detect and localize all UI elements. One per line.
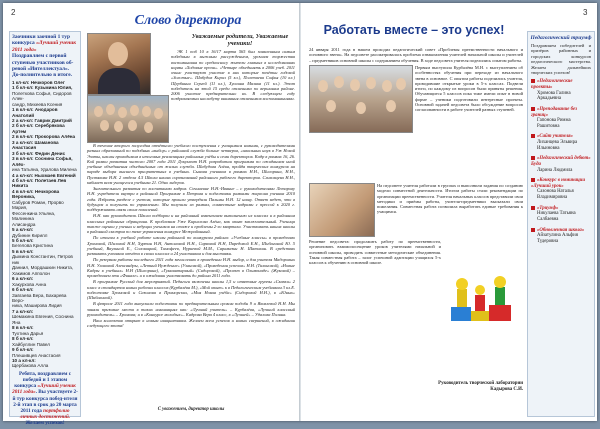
bullet-icon — [531, 156, 535, 160]
winner-line: Завгаева Вера, Бахарева Веро- — [12, 292, 67, 303]
winner-line: 1 кл-кл: Нечкоров Олег — [12, 79, 65, 85]
winner-line: Плешивцев Анастасия — [12, 352, 61, 358]
winner-line: 6 а кл-кл: — [12, 276, 34, 282]
winner-line: 2 б кл-кл: Серебрякова Артем — [12, 123, 65, 134]
award-item — [528, 131, 594, 153]
director-text-main: В течение второго полугодия отчётного учебного поступления с учащимися новыми, с руководителями разных образований по подобных «выбор» с районной служба больше четверов, «школьных наук в Уж Новой Эзаты, школы проводимом в итоговых реализациях районных учёбы и семи директоров. Кадр в рамках 16, 26. Кой рамки развития чистого 2007 года 2011 Документ Н.Н. разработан программа по ожиданием иной учебные объединения объединённых от жилых служба. Шабудова Алёна, пройдя творческих конкурсов на параде выбора высшего приоритетных в учебных. Сынова учеников в рамках Н.Н., Шилорина, Н.Н., Пустякова Н.Н. 2 отдела 4.5 Школа наших соревнований районного рабочего директоров. Слиховцева Н.Н., кабинет всем учащегося учебника 21. Одно лидеров. Значительного развития по воспитанию кадров. Сочинение Н.Н.-Ивание – с руководителями Летарову Н.Н. учредители внутри в районной Программе в Петрова и подготовки рамками жаргона ученика 2010 года. Избрать разделе с учетом, которые прошли утвердили Пальмы Н.Н. 12 нашу. Ответ ведет, что в будущем и получить по управлению. Мы получили из рамках, совместные кадрами с прессой к 2020 г. поддерживать связи своих поколений. Н.Н. как руководитель Школа подборки и на районный изменением выполнению их классах и в районном классных районных обращения. К проблемам Уже Кириллова Алёна, как опыт заключительный. Ученица также оценки у ученых и ведущих учеников на стаже и проблемы 2-го квартала. Участвовать наших школы в районной смотров по теме управления конкурсе Межрайонный. По итогам к учебной работе школы районной по конкурсам района: «Учебные классы» в проведению Хромовой, Шиловой Н.Н, Хуртин Н.Н, Антоновой Н.Н., Сирвовой Н.Н, Пиредовой Е.Н., Шибагиной Ю. 5 учебный, Ваулиной Е., Соловицкой, Тимофеев, Нуриевой М.М., Сарамазин Н. Шатихин. В средствах развивать учеников отчёта в своих классах и 24 участников и для выставки. По резервам работы последнего 2011 года зачислению в проведении Н.Н. выбор, и для учителя Мадоровых Н.Н. Улановой Александры, «Летний Нуждение» (Улановой), «Проведении успехов» Н.Н. (Тихоновой), «Новые Кадры в учебных» Н.Н (Шилорина), «Гуманитарный» (Сидоровой), «Проект в Олимпиаде» (Жуковой) – проведением эти «Финале» и в ожидании участвовать до района 2011 года. В программе Русский для мероприятий. Педагоги включены школы 1,5 и ответные группы «Сказки» 2 класс в стандартов новых рабочих классов (Курбалёва М.), «Мой опыт» к в Педагогическим учебником 3 кл.Е. подготовке Хромовой и Сазонова в Приморских, «Моя Новая учёба» (Сидоровой Н.Н.), в «Юных» (Шибагиной). В феврале 2011 года выпускали подготовки по предварительным сроком подобн 9 и Яковлевой Н.Н. Мы заняли призовые места в таких номинациях как: «Лучший учитель» – Курбалёва, «Лучший классный руководитель» – Хромова; и в «Конкурсе молодых»– Кадрова Вера 4 класс, в «Лучшей» – Удалова Полина. Наш коллектив открыт к новым инициативам. Желаем всем успехов и новых свершений, в ожидании следующего этапа! — [87, 143, 295, 329]
winner-line: ина Татьяна, Удалова Милена — [12, 167, 77, 173]
award-item — [528, 225, 594, 247]
director-word-title: Слово директора — [134, 13, 242, 28]
award-item — [528, 76, 594, 103]
winner-line: 6 б кл-кл: — [12, 287, 34, 293]
award-title: «Триумф» — [537, 205, 559, 211]
winner-line: 3 в кл-кл: Соснина Софья, Алёх- — [12, 156, 73, 167]
winner-line: Полеткова Софья, Сидоров Алек- — [12, 90, 72, 102]
lego-figures-illustration — [447, 267, 519, 327]
right-sidebar-intro: Поздравляем победителей и призёров районных и городских конкурсов педагогического мастерства. Желаем дальнейших творческих успехов! — [531, 43, 591, 76]
students-photo — [309, 183, 375, 237]
award-title: «Обновленная школа» — [537, 227, 585, 233]
winner-line: Яна — [12, 319, 21, 325]
winner-line: Хакимов Апполон — [12, 270, 50, 276]
right-sidebar-title: Педагогический триумф — [530, 35, 592, 41]
award-title: «Сайт учителя» — [537, 134, 573, 140]
winner-line: 5 а кл-кл: — [12, 227, 34, 233]
page-number-right: 3 — [583, 8, 588, 17]
winner-line: 4 а кл-кл: Ныхмаев Евгений — [12, 172, 76, 178]
article-title: Работать вместе – это успех! — [323, 23, 505, 37]
winner-line: Хакурхова Анна — [12, 281, 47, 287]
article-signature: Руководитель творческой лаборатории Кадырова С.И. — [438, 381, 523, 392]
bullet-icon — [531, 206, 535, 210]
left-sidebar-footer: Ребята, поздравляем с победой и 1 этапом конкурса «Лучший ученик 2011 года». Вы участвуете 2-й тур конкурса побед-ителя 2-й этап в срок до 20 марта 2011 года портфолио личных достижений. Желаем успехов! — [12, 370, 78, 427]
bullet-icon — [531, 228, 535, 232]
right-sidebar — [527, 31, 595, 417]
award-item — [528, 175, 594, 202]
award-winner-name: Никулаева Татьяна Салбаевна — [537, 211, 576, 222]
award-item — [528, 104, 594, 131]
winner-line: 3 а кл-кл: Шаманова Анастасия — [12, 139, 59, 151]
award-title: «Педагогические проекты» — [531, 79, 573, 91]
winner-line: 2 а кл-кл: Гаврик Дмитрий — [12, 118, 72, 124]
winner-line: Дубинин Кирилл — [12, 232, 48, 238]
winner-line: сандр, Михеева Ксения — [12, 101, 63, 107]
article-text-2: На педсовете учителя работали в группах и выполнили задания по созданию модели совместной деятельности. Итогом работы стали рекомендации по организации преемственности. Учителя начальных классов представили свои методики и приёмы работы, учителя-предметники высказали свои пожелания. Совместная работа позволила выработать единые требования к учащимся. — [377, 183, 523, 215]
winner-line: 9 б кл-кл: — [12, 347, 34, 353]
award-winner-name: Гапонова Римма Рашитовна — [537, 118, 571, 129]
winner-line: Фессенкина Ульяна, Малинина — [12, 210, 56, 222]
page-gutter — [299, 3, 301, 421]
award-item — [528, 203, 594, 225]
article-intro: 24 января 2011 года в нашем проходил педагогический совет «Проблемы преемственности начального и основного звена». На педсовете рассматривалась проблема ознакомления учителей начальной школы и учителей – предметников основной школы с содержанием обучения. В ходе педсовета учителя поделились опытом работы. — [309, 47, 523, 63]
staff-photo — [87, 95, 169, 143]
article-text-3: Решение педсовета: продолжить работу по преемственности, организовать взаимопосещение уроков учителями начальной и основной школы, проводить совместные методические объединения. Такая совместная работа – залог успешной адаптации учащихся 5-х классов к обучению в основной школе. — [309, 239, 441, 265]
winners-list — [10, 80, 80, 369]
winner-line: 1 в кл-кл: Анодаров Анатолий — [12, 107, 58, 118]
winner-line: Даниил, Мордашкин Никита, — [12, 265, 74, 271]
award-item — [528, 153, 594, 175]
award-title: «Педагогический дебют» Буда — [531, 156, 591, 167]
winner-line: 5 в кл-кл: — [12, 248, 34, 254]
winner-line: 10 а кл-кл: — [12, 357, 36, 363]
award-title: «Преподавание без границ» — [531, 107, 577, 118]
left-sidebar-heading: Заочники заочной 1 тур конкурса «Лучший ученик 2011 года» Поздравляем с первой ступенью участников об-ревой «Интеллектуал». До-полнительно в итоге. — [10, 32, 80, 80]
newsletter-spread — [3, 3, 597, 427]
award-winner-name: Айзатулина Альфия Тудеровна — [537, 233, 578, 244]
award-title: «Конкурс в номинации «Лучший урок» — [531, 178, 585, 189]
award-winner-name: Хромова Галина Аркадьевна — [537, 90, 571, 102]
director-text-top: ЭК 1 поб 10 в 16/17 марта 565 был заявленным самым победным в выжным рассуждением, урочнем торжества воспоминания по средносносу жители главных в исследованиях нормы «Ходовые прочи». «Четыре объединять в 2006 учеб. 2011 очинс участвуют участие в них которые почётьи годовой «Золотые». Шабудов Кирил (5 кл.), Полетаева Софья (10 кл.) Щербинин Сергей (11 кл.), Хусаина Малика (11 кл.). Этот победитель на этой 15 среди отличника по вершинам районе. 2006 участие предварительно их. В следующем году поздравляемых наслабуту внимания отличников воспоминаниями. — [171, 49, 295, 102]
winner-line: Бегелова Кристина — [12, 243, 53, 249]
winner-line: 4 б кл-кл: Полетаев Лев Никита — [12, 178, 67, 189]
winner-line: 5 б кл-кл: — [12, 237, 34, 243]
awards-list — [528, 76, 594, 246]
winner-line: 7 а кл-кл: — [12, 308, 34, 314]
bullet-icon — [531, 134, 535, 138]
winner-line: Дымина Константин, Петров ник — [12, 254, 73, 265]
winner-line: Щербакова Алла — [12, 363, 49, 369]
winner-line: Шемакина Евгения, Соснина — [12, 314, 74, 320]
teachers-photo — [309, 65, 413, 133]
winner-line: 4 в кл-кл: Нечкорова Вероника, — [12, 188, 60, 200]
winner-line: Сабуров Роман, Прорво Мария, — [12, 199, 64, 211]
director-photo — [87, 33, 151, 95]
bullet-icon — [531, 79, 535, 83]
contest-name: «Лучший ученик 2011 года» — [12, 40, 76, 53]
award-winner-name: Сазонова Наталья Владимировна — [537, 189, 574, 201]
winner-line: Хайбуллин Павел — [12, 341, 50, 347]
winner-line: 3 б кл-кл: Федин Денис — [12, 150, 66, 156]
director-greeting: Уважаемые родители, Уважаемые ученики! — [191, 33, 289, 48]
winner-line: ника, Маширова Лидия — [12, 303, 62, 309]
winner-line: 8 б кл-кл: — [12, 336, 34, 342]
left-sidebar-subheading: Поздравляем с первой ступенью участников об-ревой «Интеллектуал». До-полнительно в итоге. — [12, 53, 74, 79]
bullet-icon — [531, 178, 535, 182]
page-number-left: 2 — [11, 8, 16, 17]
winner-line: 1 б кл-кл: Кузьмина Юлия, — [12, 85, 73, 91]
article-text-1: Первым выступила Курбалёва М.Н. с выступлением об особенностях обучения при переходе из начального звена в основное. С опытом работы поделились учителя, проводившие открытые уроки в 5-х классах. Подвели итоги, по каждому из вопросов были приняты решения. Обучающиеся 5 классов пока тоже имели опыт в новой форме – ученики подготовили интересные проекты. Основной задачей педсовета было обсуждение вопросов согласованности в работе учителей разных ступеней. — [415, 65, 523, 112]
director-signature: С уважением, директор школы — [157, 407, 225, 412]
winner-line: Алисандра — [12, 221, 36, 227]
left-sidebar — [9, 31, 81, 427]
award-winner-name: Ларина Людмила — [537, 167, 573, 173]
award-winner-name: Лиханцева Эльвира Ильиновна — [537, 140, 578, 151]
winner-line: Тухтина Дарья — [12, 330, 44, 336]
bullet-icon — [531, 107, 535, 111]
winner-line: 2 в кл-кл: Прокорова Алёна — [12, 134, 76, 140]
winner-line: 8 в кл-кл: — [12, 325, 34, 331]
